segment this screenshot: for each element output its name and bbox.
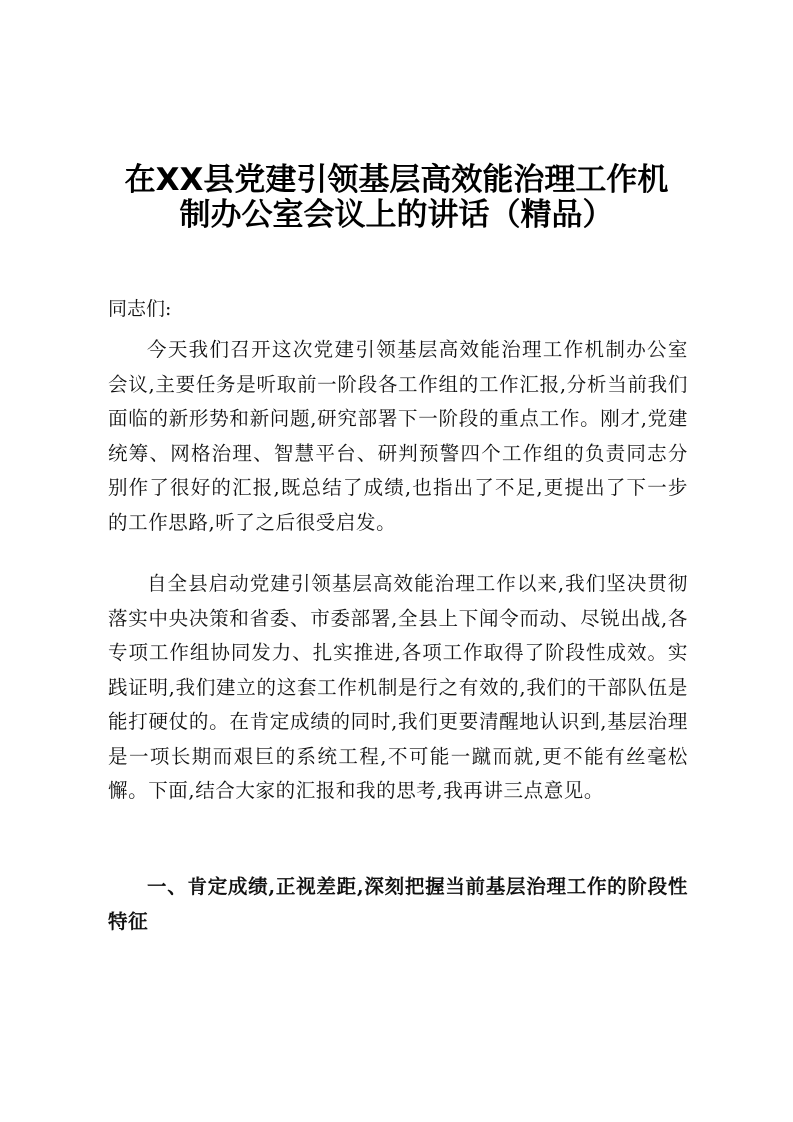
document-title-line-2: 制办公室会议上的讲话（精品） [179, 197, 614, 233]
document-title-line-1: 在XX县党建引领基层高效能治理工作机 [124, 162, 669, 198]
paragraph-1: 今天我们召开这次党建引领基层高效能治理工作机制办公室会议,主要任务是听取前一阶段各工作组的工作汇报,分析当前我们面临的新形势和新问题,研究部署下一阶段的重点工作。刚才,党建统筹、网格治理、智慧平台、研判预警四个工作组的负责同志分别作了很好的汇报,既总结了成绩,也指出了不足,更提出了下一步的工作思路,听了之后很受启发。 [108, 338, 688, 534]
salutation: 同志们: [108, 298, 172, 320]
section-heading-1: 一、肯定成绩,正视差距,深刻把握当前基层治理工作的阶段性特征 [108, 875, 688, 933]
paragraph-2: 自全县启动党建引领基层高效能治理工作以来,我们坚决贯彻落实中央决策和省委、市委部署,全县上下闻令而动、尽锐出战,各专项工作组协同发力、扎实推进,各项工作取得了阶段性成效。实践证明,我们建立的这套工作机制是行之有效的,我们的干部队伍是能打硬仗的。在肯定成绩的同时,我们更要清醒地认识到,基层治理是一项长期而艰巨的系统工程,不可能一蹴而就,更不能有丝毫松懈。下面,结合大家的汇报和我的思考,我再讲三点意见。 [108, 572, 688, 802]
